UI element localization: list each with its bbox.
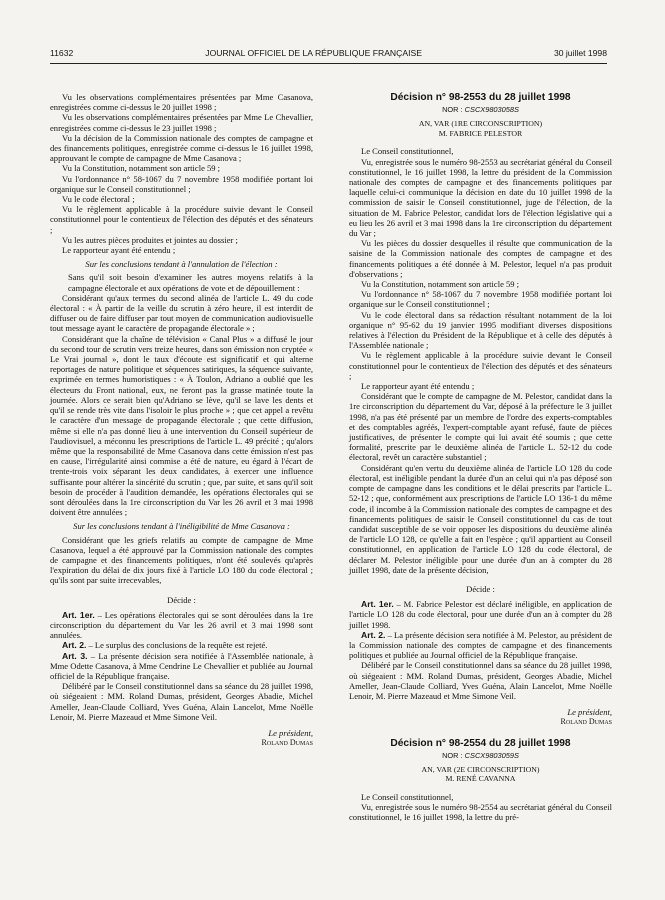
decide-heading: Décide : [167,594,196,605]
decision-circonscription: AN, VAR (2E CIRCONSCRIPTION) [421,764,540,774]
left-column [50,92,313,748]
decision-person: M. FABRICE PELESTOR [438,128,523,138]
paragraph: Vu les observations complémentaires présentées par Mme Casanova, enregistrées comme ci-dessus le 20 juillet 1998 ; [50,92,313,113]
deliberation-paragraph: Délibéré par le Conseil constitutionnel dans sa séance du 28 juillet 1998, où siégeaient : MM. Roland Dumas, président, Georges Abadie, Michel Ameller, Jean-Claude Colliard, Yves Guéna, Alain Lancelot, Mme Noëlle Lenoir, M. Pierre Mazeaud et Mme Simone Veil. [349,660,612,701]
paragraph: Vu la Constitution, notamment son article 59 ; [361,279,520,290]
paragraph: Vu, enregistrée sous le numéro 98-2553 au secrétariat général du Conseil constitutionnel, le 16 juillet 1998, la lettre du président de la Commission nationale des comptes de campagne et des financements politiques par laquelle celui-ci communique la décision en date du 10 juillet 1998 de la commission de saisir le Conseil constitutionnel, juge de l'élection, de la situation de M. Fabrice Pelestor, candidat lors de l'élection législative qui a eu lieu les 26 avril et 3 mai 1998 dans la 1re circonscription du département du Var ; [349,156,612,239]
article-text: – La présente décision sera notifiée à M. Pelestor, au président de la Commission nationale des comptes de campagne et des financements politiques et publiée au Journal officiel de la République française. [349,629,612,661]
paragraph: Le rapporteur ayant été entendu ; [361,381,475,392]
paragraph: Vu le code électoral ; [62,194,135,205]
paragraph: Vu l'ordonnance n° 58-1067 du 7 novembre 1958 modifiée portant loi organique sur le Conseil constitutionnel ; [349,289,612,310]
decision-title: Décision n° 98-2554 du 28 juillet 1998 [390,737,571,749]
paragraph: Vu la Constitution, notamment son article 59 ; [62,163,221,174]
section-heading: Sur les conclusions tendant à l'inéligibilité de Mme Casanova : [73,521,290,532]
signature-name: Roland Dumas [560,717,612,727]
article-label: Art. 2. [62,640,87,651]
article-label: Art. 1er. [361,599,394,610]
paragraph: Vu les observations complémentaires présentées par Mme Le Chevallier, enregistrées comme ci-dessus le 23 juillet 1998 ; [50,112,313,133]
paragraph: Considérant qu'aux termes du second alinéa de l'article L. 49 du code électoral : « À partir de la veille du scrutin à zéro heure, il est interdit de diffuser ou de faire diffuser par tout moyen de communication audiovisuelle tout message ayant le caractère de propagande électorale » ; [50,292,313,334]
article-text: – La présente décision sera notifiée à l'Assemblée nationale, à Mme Odette Casanova, à Mme Cendrine Le Chevallier et publiée au Journal officiel de la République française. [50,650,313,681]
paragraph: Vu le règlement applicable à la procédure suivie devant le Conseil constitutionnel pour le contentieux de l'élection des députés et des sénateurs ; [50,204,313,235]
paragraph: Considérant que la chaîne de télévision « Canal Plus » a diffusé le jour du second tour de scrutin vers treize heures, dans son émission non cryptée « Le Vrai journal », dont le taux d'écoute est significatif et qui alterne reportages de nature politique et séquences satiriques, la séquence suivante, exprimée en termes humoristiques : « À Toulon, Adriano a oublié que les électeurs du Front national, eux, ne feront pas la grasse matinée toute la journée. Alors ce serait bien qu'Adriano se lève, qu'il se lave les dents et qu'il se rende très vite dans l'isoloir le plus proche » ; que cet appel a revêtu le caractère d'un message de propagande électorale ; que cette diffusion, même si elle n'a pas donné lieu à une intervention du Conseil supérieur de l'audiovisuel, a méconnu les prescriptions de l'article L. 49 précité ; qu'alors même que la responsabilité de Mme Casanova dans cette émission n'est pas en cause, l'irrégularité ainsi commise a été de nature, eu égard à l'écart de trente-trois voix séparant les deux candidates, à exercer une influence suffisante pour altérer la sincérité du scrutin ; que, par suite, et sans qu'il soit besoin de procéder à l'audition demandée, les opérations électorales qui se sont déroulées dans la 1re circonscription du Var les 26 avril et 3 mai 1998 doivent être annulées ; [50,333,313,518]
section-heading: Sur les conclusions tendant à l'annulation de l'élection : [85,259,278,270]
paragraph: Sans qu'il soit besoin d'examiner les autres moyens relatifs à la campagne électorale et aux opérations de vote et de dépouillement : [68,272,313,293]
paragraph: Le Conseil constitutionnel, [361,791,454,802]
article-label: Art. 3. [62,650,88,661]
page-header [50,48,607,62]
article-text: – Les opérations électorales qui se sont déroulées dans la 1re circonscription du département du Var les 26 avril et 3 mai 1998 sont annulées. [50,609,313,641]
article-paragraph [349,599,612,630]
paragraph: Vu le code électoral dans sa rédaction résultant notamment de la loi organique n° 95-62 du 19 janvier 1995 modifiant diverses dispositions relatives à l'élection du Président de la République et à celle des députés à l'Assemblée nationale ; [349,309,612,351]
article-label: Art. 1er. [62,609,95,620]
article-paragraph [50,610,313,641]
journal-title: JOURNAL OFFICIEL DE LA RÉPUBLIQUE FRANÇAISE [205,48,422,58]
article-text: – M. Fabrice Pelestor est déclaré inéligible, en application de l'article LO 128 du code électoral, pour une durée d'un an à compter du 28 juillet 1998. [349,599,612,630]
page-number: 11632 [50,48,74,58]
paragraph: Le Conseil constitutionnel, [361,146,454,157]
paragraph: Vu la décision de la Commission nationale des comptes de campagne et des financements politiques, enregistrée comme ci-dessus le 16 juillet 1998, approuvant le compte de campagne de Mme Casanova ; [50,132,313,164]
decision-title: Décision n° 98-2553 du 28 juillet 1998 [390,92,571,103]
paragraph: Le rapporteur ayant été entendu ; [62,245,176,256]
nor-code: CSCX9803058S [464,105,519,114]
nor-label: NOR : [442,105,465,114]
signature-role: Le président, [567,707,612,718]
signature-role: Le président, [268,727,313,738]
paragraph: Vu, enregistrée sous le numéro 98-2554 au secrétariat général du Conseil constitutionnel, le 16 juillet 1998, la lettre du pré- [349,802,612,823]
header-rule [50,63,607,64]
article-paragraph [50,640,313,650]
nor-label: NOR : [442,750,465,760]
article-text: – Le surplus des conclusions de la requête est rejeté. [86,640,268,651]
decision-circonscription: AN, VAR (1RE CIRCONSCRIPTION) [418,119,543,129]
paragraph: Considérant que les griefs relatifs au compte de campagne de Mme Casanova, lequel a été approuvé par la Commission nationale des comptes de campagne et des financements politiques, n'ont été soulevés qu'après l'expiration du délai de dix jours fixé à l'article LO 180 du code électoral ; qu'ils sont par suite irrecevables, [50,534,313,586]
paragraph: Vu les autres pièces produites et jointes au dossier ; [62,234,238,245]
issue-date: 30 juillet 1998 [553,48,607,58]
article-paragraph [50,651,313,682]
right-column [349,92,612,823]
deliberation-paragraph: Délibéré par le Conseil constitutionnel dans sa séance du 28 juillet 1998, où siégeaient : MM. Roland Dumas, président, Georges Abadie, Michel Ameller, Jean-Claude Colliard, Yves Guéna, Alain Lancelot, Mme Noëlle Lenoir, M. Pierre Mazeaud et Mme Simone Veil. [50,681,313,722]
decide-heading: Décide : [466,583,495,594]
article-label: Art. 2. [361,629,386,640]
paragraph: Vu les pièces du dossier desquelles il résulte que communication de la saisine de la Commission nationale des comptes de campagne et des financements politiques a été donnée à M. Pelestor, lequel n'a pas produit d'observations ; [349,238,612,279]
decision-person: M. RENÉ CAVANNA [445,774,516,784]
article-paragraph [349,630,612,661]
paragraph: Considérant qu'en vertu du deuxième alinéa de l'article LO 128 du code électoral, est inéligible pendant la durée d'un an celui qui n'a pas déposé son compte de campagne dans les conditions et le délai prescrits par l'article L. 52-12 ; que, conformément aux prescriptions de l'article LO 136-1 du même code, il incombe à la Commission nationale des comptes de campagne et des financements politiques de saisir le Conseil constitutionnel du cas de tout candidat susceptible de se voir opposer les dispositions du deuxième alinéa de l'article LO 128, ce qu'elle a fait en l'espèce ; qu'il appartient au Conseil constitutionnel, en application de l'article LO 128 du code électoral, de déclarer M. Pelestor inéligible pour une durée d'un an à compter du 28 juillet 1998, date de la présente décision, [349,462,612,575]
nor-code: CSCX9803059S [464,750,519,760]
paragraph: Considérant que le compte de campagne de M. Pelestor, candidat dans la 1re circonscription du département du Var, déposé à la préfecture le 3 juillet 1998, n'a pas été présenté par un membre de l'ordre des experts-comptables et des comptables agréés, l'expert-comptable ayant refusé, faute de pièces justificatives, de présenter le compte qui lui avait été soumis ; que cette formalité, prescrite par le deuxième alinéa de l'article L. 52-12 du code électoral, revêt un caractère substantiel ; [349,391,612,463]
paragraph: Vu le règlement applicable à la procédure suivie devant le Conseil constitutionnel pour le contentieux de l'élection des députés et des sénateurs ; [349,350,612,381]
nor-reference [349,751,612,761]
signature-name: Roland Dumas [261,738,313,748]
paragraph: Vu l'ordonnance n° 58-1067 du 7 novembre 1958 modifiée portant loi organique sur le Conseil constitutionnel ; [50,173,313,194]
nor-reference [349,105,612,115]
